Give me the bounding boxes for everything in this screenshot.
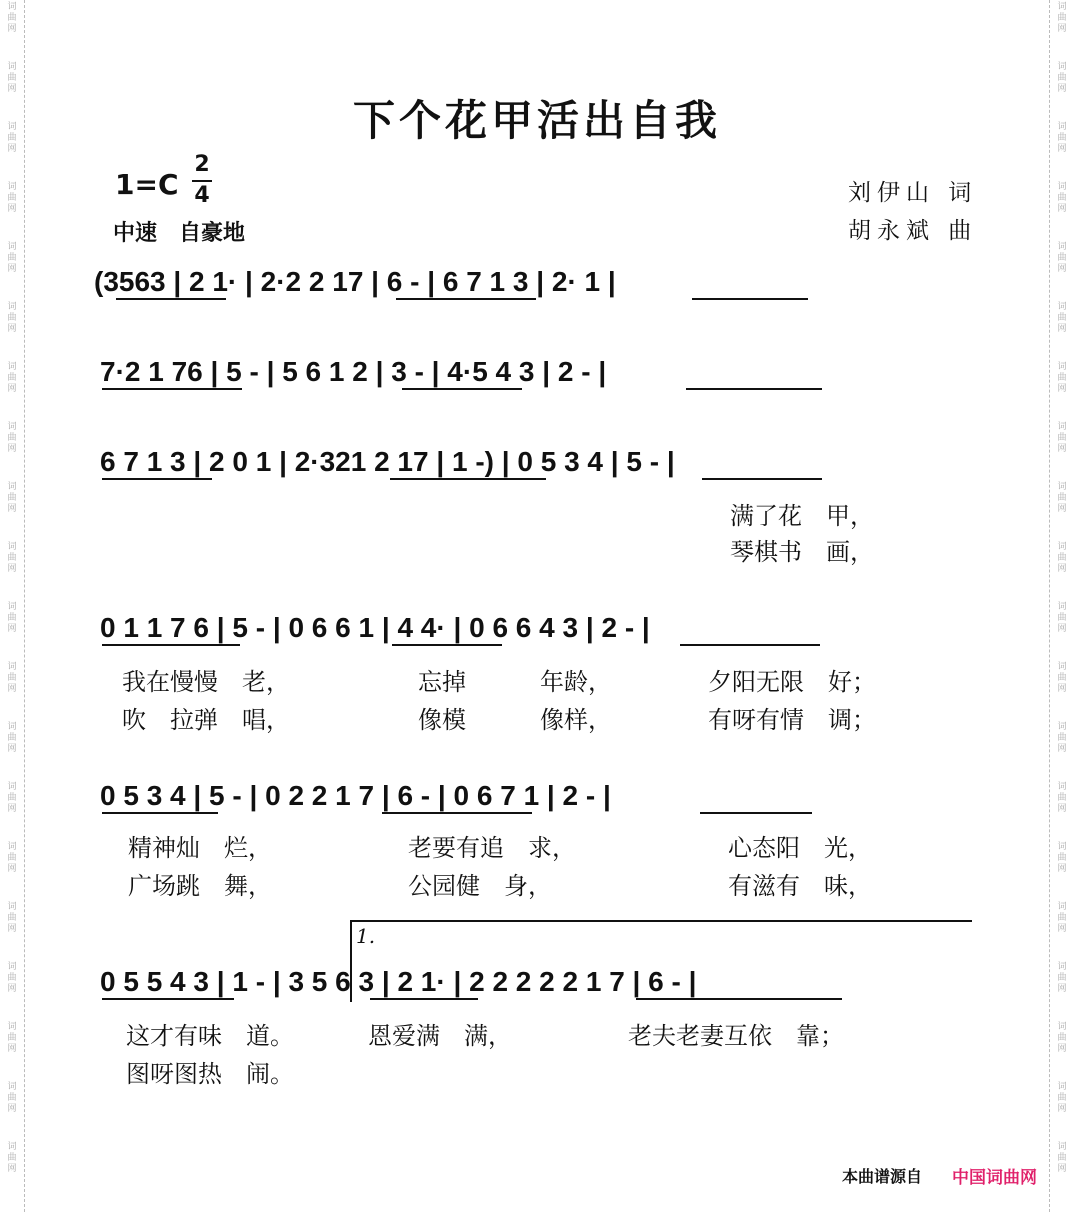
watermark-glyph: 词: [1057, 482, 1067, 492]
lyric-line3-verse2: 琴棋书 画，: [730, 538, 874, 566]
notation-line-5: 0 5 3 4 | 5 - | 0 2 2 1 7 | 6 - | 0 6 7 1 | 2 - |: [100, 780, 611, 811]
watermark-glyph: 网: [1057, 144, 1067, 154]
watermark-glyph: 曲: [7, 793, 17, 803]
watermark-glyph: 曲: [1057, 313, 1067, 323]
watermark-glyph: 网: [1057, 444, 1067, 454]
watermark-glyph: 曲: [7, 193, 17, 203]
key-signature: 1=C: [115, 168, 179, 201]
lyric-line4-verse1-d: 夕阳无限 好；: [708, 668, 876, 696]
watermark-glyph: 网: [7, 864, 17, 874]
watermark-glyph: 网: [7, 324, 17, 334]
watermark-glyph: 词: [7, 302, 17, 312]
watermark-glyph: 网: [1057, 864, 1067, 874]
lyric-line6-verse1-b: 恩爱满 满，: [368, 1022, 512, 1050]
lyric-line5-verse1-a: 精神灿 烂，: [128, 834, 272, 862]
watermark-glyph: 词: [7, 662, 17, 672]
watermark-glyph: 曲: [7, 13, 17, 23]
lyric-line5-verse1-b: 老要有追 求，: [408, 834, 576, 862]
lyric-line5-verse1-c: 心态阳 光，: [728, 834, 872, 862]
watermark-glyph: 网: [7, 984, 17, 994]
duration-underline: [102, 998, 234, 1000]
watermark-glyph: 曲: [1057, 1153, 1067, 1163]
watermark-glyph: 网: [1057, 924, 1067, 934]
watermark-glyph: 网: [7, 1044, 17, 1054]
watermark-glyph: 词: [7, 842, 17, 852]
watermark-glyph: 网: [1057, 1164, 1067, 1174]
watermark-glyph: 词: [1057, 962, 1067, 972]
watermark-glyph: 网: [7, 84, 17, 94]
watermark-glyph: 词: [1057, 842, 1067, 852]
duration-underline: [680, 644, 820, 646]
watermark-glyph: 曲: [7, 1153, 17, 1163]
watermark-glyph: 曲: [1057, 793, 1067, 803]
lyric-line4-verse2-b: 像模: [418, 706, 466, 734]
watermark-glyph: 曲: [7, 613, 17, 623]
composer-credit: 胡永斌 曲: [848, 218, 978, 244]
watermark-glyph: 网: [1057, 564, 1067, 574]
watermark-glyph: 网: [1057, 84, 1067, 94]
duration-underline: [102, 478, 212, 480]
lyricist-credit: 刘伊山 词: [848, 180, 978, 206]
lyric-line4-verse2-d: 有呀有情 调；: [708, 706, 876, 734]
notation-line-4: 0 1 1 7 6 | 5 - | 0 6 6 1 | 4 4· | 0 6 6 4 3 | 2 - |: [100, 612, 650, 643]
watermark-glyph: 曲: [1057, 1033, 1067, 1043]
watermark-glyph: 词: [1057, 662, 1067, 672]
time-sig-top: 2: [194, 152, 210, 177]
watermark-glyph: 网: [1057, 684, 1067, 694]
watermark-glyph: 曲: [7, 373, 17, 383]
duration-underline: [396, 298, 536, 300]
watermark-glyph: 曲: [1057, 1093, 1067, 1103]
watermark-glyph: 词: [7, 242, 17, 252]
watermark-glyph: 曲: [1057, 493, 1067, 503]
watermark-glyph: 网: [1057, 384, 1067, 394]
duration-underline: [102, 388, 242, 390]
duration-underline: [402, 388, 522, 390]
watermark-glyph: 网: [7, 1104, 17, 1114]
watermark-glyph: 词: [7, 122, 17, 132]
watermark-glyph: 曲: [1057, 193, 1067, 203]
watermark-glyph: 网: [1057, 264, 1067, 274]
watermark-glyph: 曲: [1057, 73, 1067, 83]
watermark-glyph: 曲: [7, 493, 17, 503]
watermark-glyph: 曲: [1057, 133, 1067, 143]
lyric-line6-verse1-c: 老夫老妻互依 靠；: [628, 1022, 844, 1050]
watermark-glyph: 词: [1057, 722, 1067, 732]
watermark-glyph: 曲: [1057, 13, 1067, 23]
watermark-glyph: 词: [7, 1142, 17, 1152]
footer-site-link[interactable]: 中国词曲网: [952, 1168, 1037, 1188]
watermark-glyph: 词: [1057, 122, 1067, 132]
watermark-glyph: 曲: [1057, 853, 1067, 863]
watermark-glyph: 曲: [7, 133, 17, 143]
watermark-glyph: 网: [7, 444, 17, 454]
lyric-line3-verse1: 满了花 甲，: [730, 502, 874, 530]
watermark-glyph: 网: [7, 684, 17, 694]
watermark-glyph: 曲: [1057, 553, 1067, 563]
watermark-glyph: 曲: [1057, 433, 1067, 443]
watermark-glyph: 网: [1057, 984, 1067, 994]
lyric-line5-verse2-a: 广场跳 舞，: [128, 872, 272, 900]
watermark-glyph: 词: [1057, 602, 1067, 612]
watermark-glyph: 曲: [7, 1033, 17, 1043]
lyric-line5-verse2-b: 公园健 身，: [408, 872, 552, 900]
right-watermark-strip: [1049, 0, 1074, 1212]
watermark-glyph: 曲: [1057, 733, 1067, 743]
watermark-glyph: 网: [7, 744, 17, 754]
watermark-glyph: 词: [7, 482, 17, 492]
watermark-glyph: 曲: [1057, 253, 1067, 263]
lyric-line6-verse2: 图呀图热 闹。: [126, 1060, 294, 1088]
watermark-glyph: 曲: [1057, 373, 1067, 383]
watermark-glyph: 网: [1057, 804, 1067, 814]
first-ending-label: 1.: [356, 924, 376, 948]
lyric-line4-verse1-c: 年龄，: [540, 668, 612, 696]
watermark-glyph: 词: [1057, 902, 1067, 912]
watermark-glyph: 词: [7, 62, 17, 72]
tempo-marking: 中速 自豪地: [113, 221, 246, 246]
watermark-glyph: 曲: [7, 553, 17, 563]
watermark-glyph: 曲: [7, 313, 17, 323]
lyric-line4-verse1-b: 忘掉: [418, 668, 466, 696]
watermark-glyph: 网: [7, 564, 17, 574]
lyric-line5-verse2-c: 有滋有 味，: [728, 872, 872, 900]
watermark-glyph: 词: [7, 902, 17, 912]
duration-underline: [392, 644, 502, 646]
notation-line-2: 7·2 1 76 | 5 - | 5 6 1 2 | 3 - | 4·5 4 3 | 2 - |: [100, 356, 607, 387]
lyric-line4-verse2-c: 像样，: [540, 706, 612, 734]
watermark-glyph: 词: [1057, 2, 1067, 12]
watermark-glyph: 网: [1057, 324, 1067, 334]
watermark-glyph: 曲: [1057, 973, 1067, 983]
watermark-glyph: 网: [1057, 1104, 1067, 1114]
watermark-glyph: 曲: [7, 433, 17, 443]
watermark-glyph: 词: [1057, 62, 1067, 72]
watermark-glyph: 词: [7, 782, 17, 792]
watermark-glyph: 词: [7, 602, 17, 612]
watermark-glyph: 词: [1057, 542, 1067, 552]
notation-line-1: (3563 | 2 1· | 2·2 2 17 | 6 - | 6 7 1 3 | 2· 1 |: [94, 266, 616, 297]
watermark-glyph: 曲: [7, 253, 17, 263]
left-watermark-strip: [0, 0, 25, 1212]
watermark-glyph: 曲: [7, 733, 17, 743]
duration-underline: [102, 812, 218, 814]
watermark-glyph: 词: [1057, 1142, 1067, 1152]
watermark-glyph: 网: [7, 1164, 17, 1174]
watermark-glyph: 词: [7, 1022, 17, 1032]
watermark-glyph: 曲: [7, 913, 17, 923]
watermark-glyph: 网: [1057, 744, 1067, 754]
watermark-glyph: 曲: [1057, 913, 1067, 923]
watermark-glyph: 词: [1057, 782, 1067, 792]
watermark-glyph: 网: [7, 624, 17, 634]
duration-underline: [370, 998, 478, 1000]
watermark-glyph: 网: [1057, 24, 1067, 34]
duration-underline: [692, 298, 808, 300]
watermark-glyph: 词: [7, 962, 17, 972]
watermark-glyph: 网: [1057, 504, 1067, 514]
duration-underline: [382, 812, 532, 814]
time-sig-bottom: 4: [194, 183, 210, 208]
watermark-glyph: 曲: [1057, 673, 1067, 683]
duration-underline: [116, 298, 226, 300]
watermark-glyph: 词: [1057, 422, 1067, 432]
watermark-glyph: 网: [1057, 1044, 1067, 1054]
watermark-glyph: 词: [1057, 1082, 1067, 1092]
watermark-glyph: 词: [1057, 182, 1067, 192]
time-sig-line: [192, 180, 212, 182]
watermark-glyph: 词: [7, 182, 17, 192]
first-ending-bracket: [350, 920, 972, 1002]
watermark-glyph: 词: [7, 1082, 17, 1092]
watermark-glyph: 网: [1057, 624, 1067, 634]
watermark-glyph: 词: [1057, 362, 1067, 372]
lyric-line6-verse1-a: 这才有味 道。: [126, 1022, 294, 1050]
watermark-glyph: 曲: [7, 673, 17, 683]
watermark-glyph: 网: [7, 204, 17, 214]
watermark-glyph: 网: [7, 144, 17, 154]
watermark-glyph: 词: [7, 542, 17, 552]
watermark-glyph: 网: [7, 804, 17, 814]
watermark-glyph: 网: [1057, 204, 1067, 214]
duration-underline: [390, 478, 546, 480]
watermark-glyph: 网: [7, 24, 17, 34]
notation-line-6: 0 5 5 4 3 | 1 - | 3 5 6 3 | 2 1· | 2 2 2 2 2 1 7 | 6 - |: [100, 966, 697, 997]
watermark-glyph: 词: [1057, 1022, 1067, 1032]
watermark-glyph: 网: [7, 384, 17, 394]
duration-underline: [702, 478, 822, 480]
watermark-glyph: 词: [7, 362, 17, 372]
watermark-glyph: 曲: [7, 853, 17, 863]
song-title: 下个花甲活出自我: [352, 96, 721, 145]
lyric-line4-verse2-a: 吹 拉弹 唱，: [122, 706, 290, 734]
watermark-glyph: 曲: [1057, 613, 1067, 623]
duration-underline: [686, 388, 822, 390]
notation-line-3: 6 7 1 3 | 2 0 1 | 2·321 2 17 | 1 -) | 0 5 3 4 | 5 - |: [100, 446, 675, 477]
watermark-glyph: 网: [7, 924, 17, 934]
watermark-glyph: 网: [7, 264, 17, 274]
duration-underline: [636, 998, 842, 1000]
watermark-glyph: 词: [7, 422, 17, 432]
duration-underline: [102, 644, 240, 646]
watermark-glyph: 网: [7, 504, 17, 514]
watermark-glyph: 曲: [7, 1093, 17, 1103]
duration-underline: [700, 812, 812, 814]
footer-source-text: 本曲谱源自: [842, 1167, 923, 1186]
watermark-glyph: 词: [1057, 302, 1067, 312]
watermark-glyph: 曲: [7, 973, 17, 983]
watermark-glyph: 曲: [7, 73, 17, 83]
watermark-glyph: 词: [7, 2, 17, 12]
lyric-line4-verse1-a: 我在慢慢 老，: [122, 668, 290, 696]
watermark-glyph: 词: [7, 722, 17, 732]
watermark-glyph: 词: [1057, 242, 1067, 252]
